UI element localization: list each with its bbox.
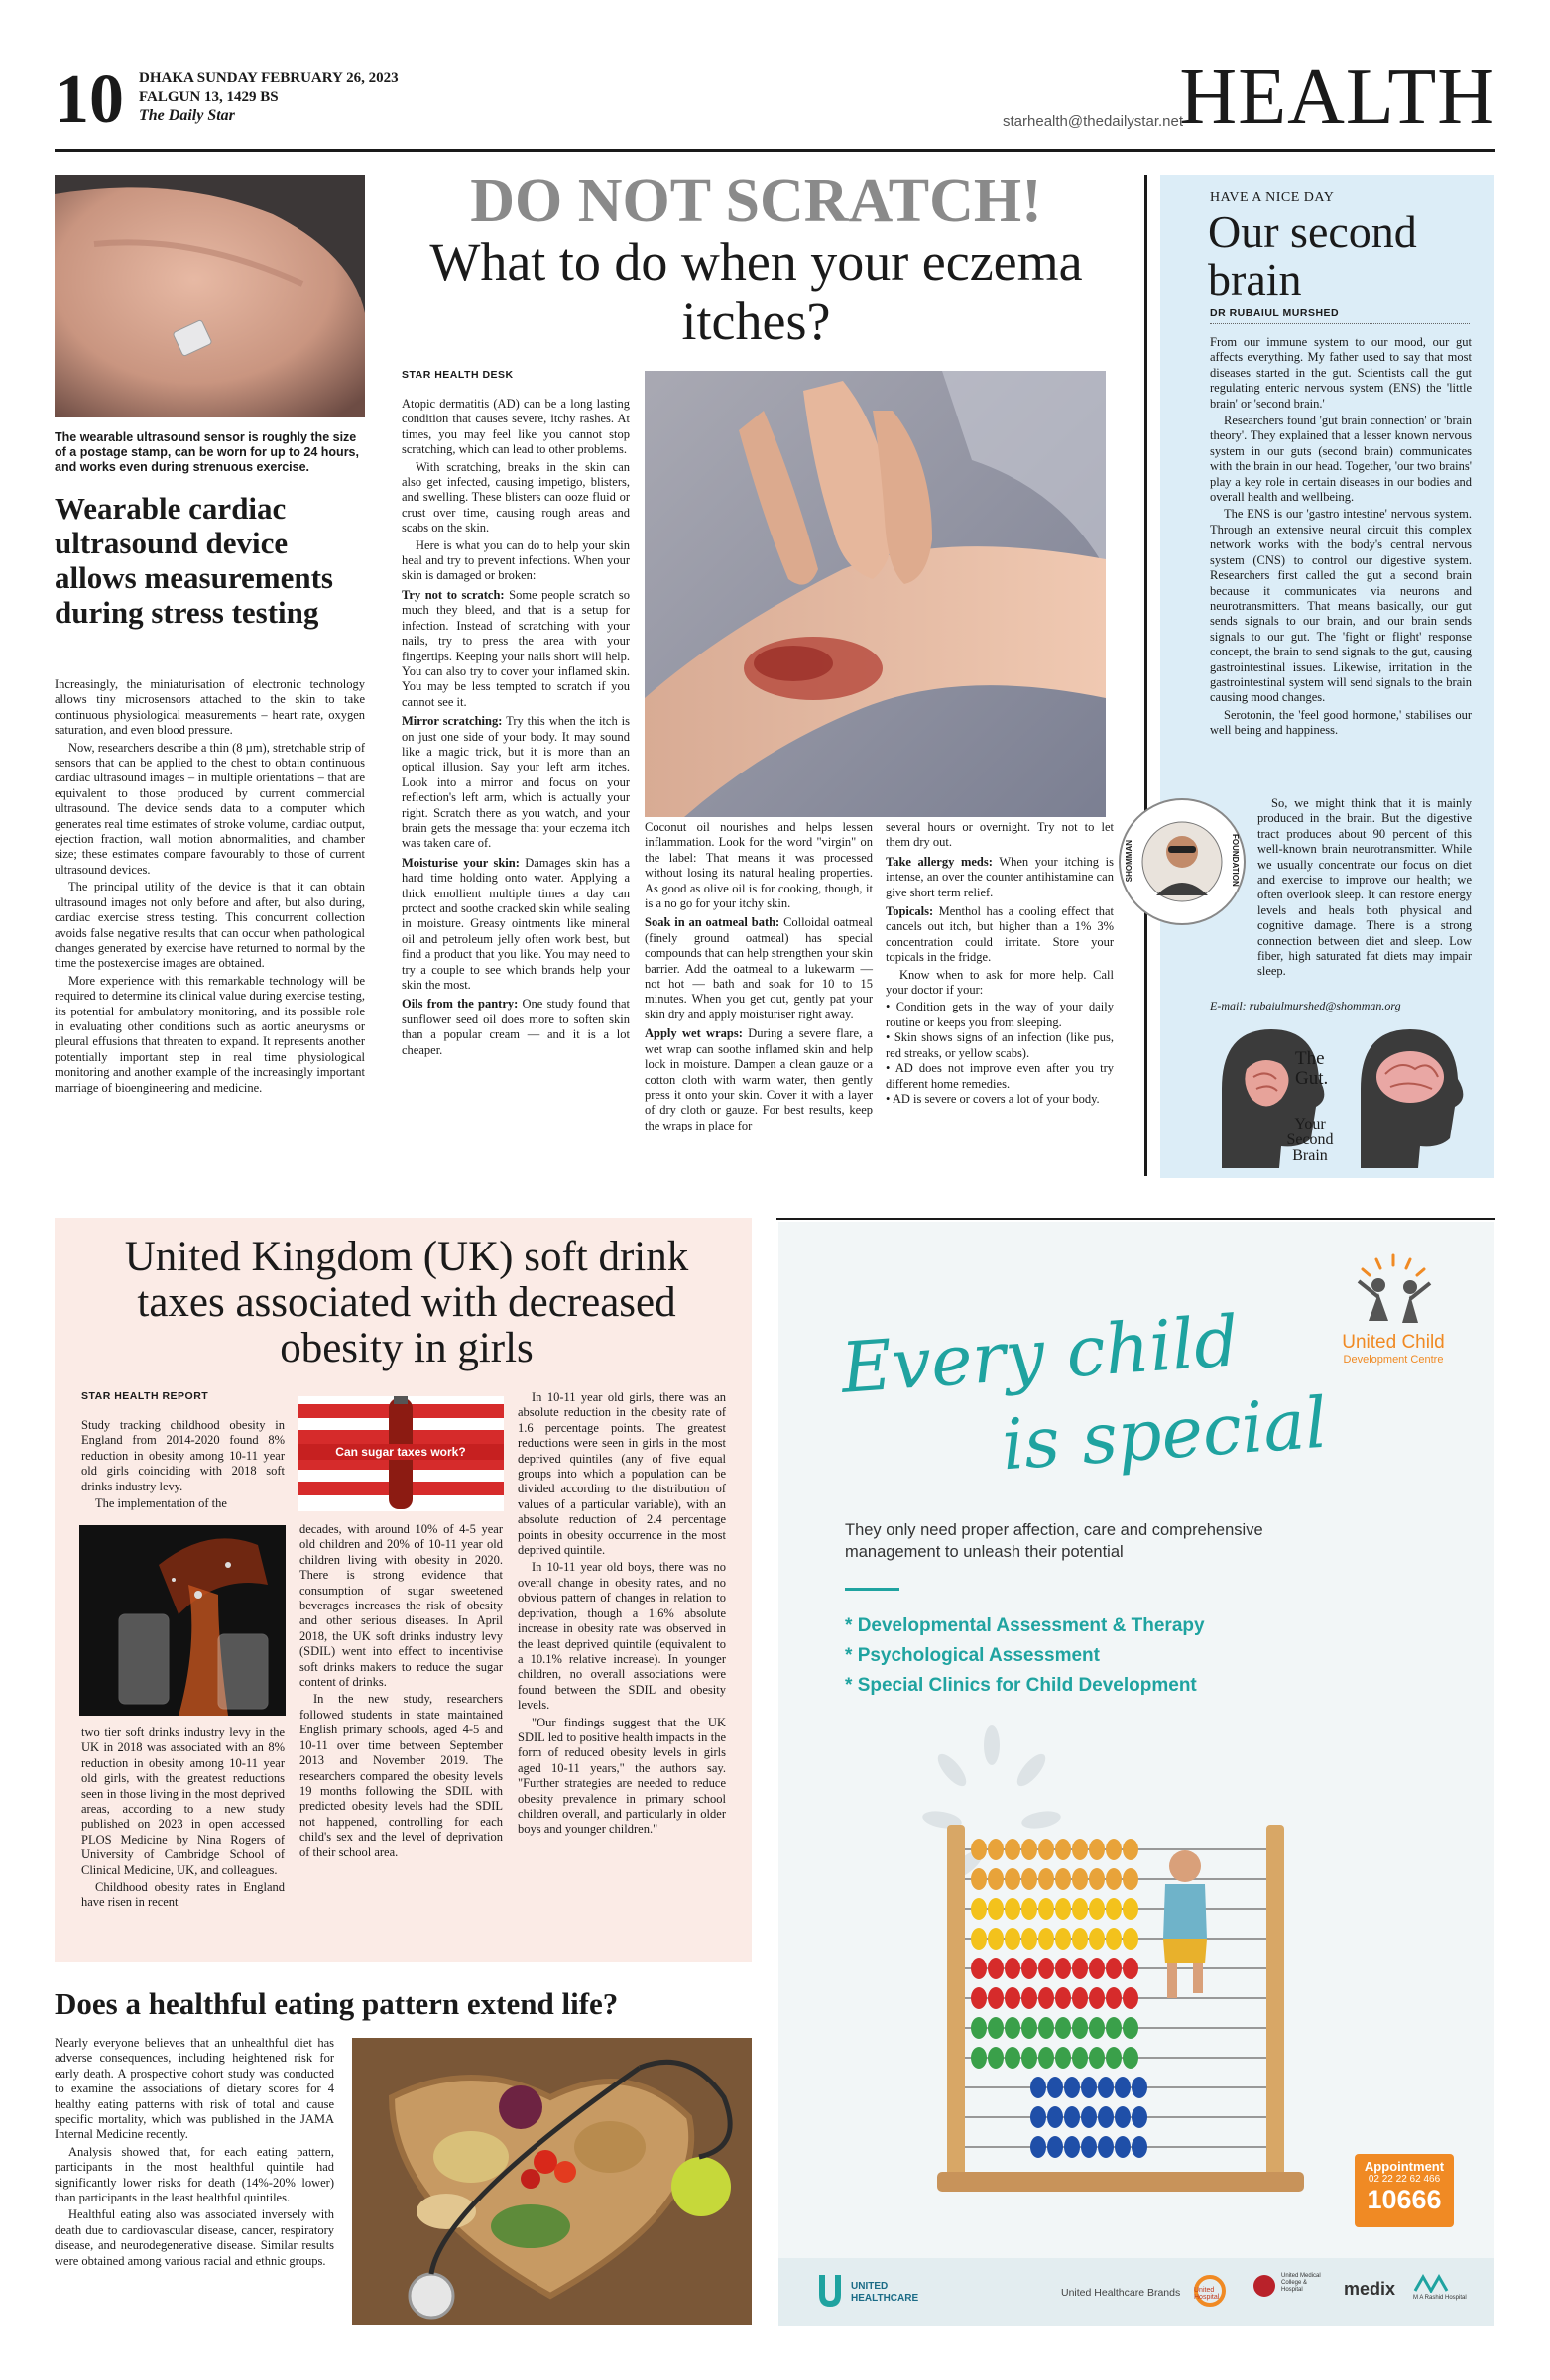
- service-item: * Special Clinics for Child Development: [845, 1675, 1197, 1696]
- uk-column-3: [518, 1390, 726, 1840]
- author-badge: [1119, 798, 1246, 925]
- abacus-bead: [1132, 2106, 1147, 2128]
- abacus-bead: [971, 1987, 987, 2009]
- abacus-bead: [1072, 1928, 1088, 1950]
- abacus-bead: [1089, 1958, 1105, 1979]
- brain-label: Your Second Brain: [1286, 1116, 1334, 1164]
- abacus-bead: [1038, 1898, 1054, 1920]
- abacus-bead: [1030, 2106, 1046, 2128]
- abacus-bead: [1005, 1958, 1020, 1979]
- eczema-lead: Mirror scratching:: [402, 714, 503, 729]
- brain-paragraph: Researchers found 'gut brain connection' or 'brain theory'. They explained that a lesser known nervous system in our guts (second brain) communicates with the brain in our head. Together, 'our two brains' play a key role in certain diseases in our bodies and overall health and wellbeing.: [1210, 414, 1472, 505]
- eczema-paragraph: Oils from the pantry: One study found that sunflower seed oil does more to soften skin than a popular cream — and it is a lot cheaper.: [402, 997, 630, 1057]
- abacus-bead: [1021, 1928, 1037, 1950]
- eczema-hand-photo: [645, 371, 1106, 817]
- abacus-bead: [1064, 2106, 1080, 2128]
- gut-brain-illustration: [1212, 1019, 1472, 1168]
- abacus-bead: [1055, 2047, 1071, 2069]
- abacus-bead: [971, 1868, 987, 1890]
- abacus-bead: [1132, 2077, 1147, 2098]
- abacus-bead: [1055, 1928, 1071, 1950]
- abacus-bead: [1030, 2136, 1046, 2158]
- abacus-bead: [1038, 2047, 1054, 2069]
- ad-tagline: They only need proper affection, care and comprehensive management to unleash their potential: [845, 1521, 1263, 1561]
- umch-icon: [1252, 2273, 1277, 2299]
- eczema-byline: STAR HEALTH DESK: [402, 369, 514, 381]
- healthy-food-photo: [352, 2038, 752, 2325]
- ad-top-rule: [776, 1218, 1495, 1220]
- abacus-bead: [1115, 2136, 1131, 2158]
- marashid-icon: [1413, 2273, 1449, 2293]
- brain-paragraph: From our immune system to our mood, our gut affects everything. My father used to say that most diseases started in the gut. Scientists call the gut regulating enteric nervous system (ENS) the 'little brain' or 'second brain.': [1210, 335, 1472, 411]
- appointment-box[interactable]: [1355, 2154, 1454, 2227]
- service-item: * Developmental Assessment & Therapy: [845, 1615, 1205, 1636]
- abacus-bead: [971, 1898, 987, 1920]
- eczema-column-1: [402, 397, 630, 1060]
- abacus-bead: [1072, 1868, 1088, 1890]
- eczema-lead: Moisturise your skin:: [402, 855, 520, 870]
- abacus-bead: [971, 1839, 987, 1860]
- eczema-paragraph: several hours or overnight. Try not to let them dry out.: [886, 820, 1114, 850]
- abacus-bead: [988, 2017, 1004, 2039]
- section-title: HEALTH: [1179, 54, 1495, 141]
- uk-paragraph: "Our findings suggest that the UK SDIL led to positive health impacts in the form of reduced obesity levels in girls aged 10-11 years," the authors say. "Further strategies are needed to reduce obesity prevalence in primary school children overall, and particularly in older boys and younger children.": [518, 1715, 726, 1837]
- abacus-bead: [1072, 2047, 1088, 2069]
- abacus-bead: [1055, 1987, 1071, 2009]
- badge-text-left: SHOMMAN: [1125, 840, 1133, 883]
- eczema-paragraph: Atopic dermatitis (AD) can be a long lasting condition that causes severe, itchy rashes. At times, you may feel like you cannot stop scratching, which can lead to other problems.: [402, 397, 630, 457]
- abacus-bead: [1089, 1898, 1105, 1920]
- abacus-bead: [1055, 1958, 1071, 1979]
- column-divider: [1144, 175, 1147, 1176]
- header-rule: [55, 149, 1495, 152]
- uk-paragraph: decades, with around 10% of 4-5 year old children and 20% of 10-11 year old children living with obesity in 2020. There is strong evidence that consumption of sugar sweetened beverages increases the risk of obesity and other serious diseases. In April 2018, the UK soft drinks industry levy (SDIL) went into effect to incentivise soft drinks makers to reduce the sugar content of drinks.: [299, 1522, 503, 1690]
- abacus-bead: [1038, 1928, 1054, 1950]
- abacus-bead: [1005, 1898, 1020, 1920]
- uk-byline: STAR HEALTH REPORT: [81, 1390, 209, 1402]
- abacus-bead: [1038, 1987, 1054, 2009]
- abacus-bead: [1047, 2106, 1063, 2128]
- abacus-bead: [988, 2047, 1004, 2069]
- abacus-bead: [1005, 2047, 1020, 2069]
- eczema-paragraph: Take allergy meds: When your itching is intense, an over the counter antihistamine can give short term relief.: [886, 854, 1114, 899]
- abacus-bead: [1021, 1958, 1037, 1979]
- abacus-bead: [1038, 1868, 1054, 1890]
- cardiac-paragraph: The principal utility of the device is that it can obtain ultrasound images not only before and after, but also during, cardiac exercise stress testing. This concurrent collection avoids false negative results that can occur when pathological changes generated by exercise have returned to normal by the time the postexercise images are obtained.: [55, 880, 365, 971]
- uk-paragraph: two tier soft drinks industry levy in the UK in 2018 was associated with an 8% reduction in obesity among 10-11 year old girls, with the greatest reductions seen in those living in the most deprived areas, according to a new study published on 2023 in open accessed PLOS Medicine by Nina Rogers of University of Cambridge School of Clinical Medicine, UK, and colleagues.: [81, 1726, 285, 1877]
- eczema-lead: Soak in an oatmeal bath:: [645, 915, 780, 930]
- eating-paragraph: Healthful eating also was associated inversely with death due to cardiovascular disease, cancer, respiratory disease, and neurodegenerative disease. Similar results were obtained among various racial and ethnic groups.: [55, 2207, 334, 2268]
- eating-article-body: [55, 2036, 334, 2271]
- appointment-phone[interactable]: 02 22 22 62 466: [1368, 2174, 1441, 2185]
- eczema-warning-list: [886, 1000, 1114, 1107]
- eczema-kicker-title: DO NOT SCRATCH!: [470, 168, 1042, 235]
- brands-label: United Healthcare Brands: [1061, 2287, 1181, 2299]
- abacus-bead: [1072, 2017, 1088, 2039]
- cardiac-photo-caption: The wearable ultrasound sensor is roughly the size of a postage stamp, can be worn for up to 24 hours, and works even during strenuous exercise.: [55, 430, 359, 474]
- uk-column-1-bottom: [81, 1726, 285, 1913]
- abacus-bead: [1021, 1868, 1037, 1890]
- abacus-bead: [1055, 1839, 1071, 1860]
- abacus-bead: [1064, 2136, 1080, 2158]
- healthcare-u-icon: [815, 2273, 845, 2309]
- united-child-logo: [1319, 1251, 1468, 1370]
- abacus-bead: [971, 1928, 987, 1950]
- children-logo-icon: [1319, 1251, 1468, 1331]
- sugar-tax-graphic: [298, 1396, 504, 1511]
- eczema-paragraph: With scratching, breaks in the skin can also get infected, causing impetigo, blisters, and swelling. These blisters can ooze fluid or crust over time, causing rough areas and scabs on the skin.: [402, 459, 630, 536]
- abacus-bead: [1021, 1839, 1037, 1860]
- list-item: • AD is severe or covers a lot of your body.: [886, 1092, 1114, 1107]
- brain-byline: DR RUBAIUL MURSHED: [1210, 307, 1470, 324]
- child-figure-icon: [1135, 1844, 1235, 2003]
- eczema-paragraph: Coconut oil nourishes and helps lessen inflammation. Look for the word "virgin" on the label: That means it was processed without losing its natural healing properties. As good as olive oil is for cooking, though, it is a no go for your itchy skin.: [645, 820, 873, 911]
- list-item: • Skin shows signs of an infection (like pus, red streaks, or yellow scabs).: [886, 1030, 1114, 1061]
- abacus-bead: [1123, 2047, 1138, 2069]
- abacus-bead: [988, 1987, 1004, 2009]
- ad-script-line-2: is special: [999, 1381, 1330, 1487]
- abacus-bead: [1038, 1839, 1054, 1860]
- united-healthcare-name: UNITED HEALTHCARE: [851, 2281, 919, 2304]
- brain-paragraph: Serotonin, the 'feel good hormone,' stabilises our well being and happiness.: [1210, 707, 1472, 738]
- abacus-bead: [1081, 2077, 1097, 2098]
- cardiac-paragraph: Now, researchers describe a thin (8 µm), stretchable strip of sensors that can be applied to the chest to obtain continuous cardiac ultrasound images – in multiple orientations – that are equivalent to those produced by current commercial ultrasound. The device sends data to a computer which generates real time estimates of stroke volume, cardiac output, ejection fraction, wall motion abnormalities, and chamber size; these estimates compare favourably to those of current ultrasound devices.: [55, 740, 365, 877]
- abacus-bead: [1005, 1868, 1020, 1890]
- abacus-bead: [1005, 2017, 1020, 2039]
- abacus-bead: [988, 1958, 1004, 1979]
- cardiac-headline: Wearable cardiac ultrasound device allows measurements during stress testing: [55, 491, 333, 630]
- soft-drink-splash-photo: [79, 1525, 286, 1716]
- eczema-column-2: [645, 820, 873, 1135]
- uk-paragraph: In the new study, researchers followed students in state maintained English primary schools, aged 4-5 and 10-11 over time between September 2013 and November 2019. The researchers compared the obesity levels 19 months following the SDIL with predicted obesity levels had the SDIL not happened, controlling for each child's sex and the level of deprivation of their school area.: [299, 1692, 503, 1859]
- brand-logo-united-hospital: [1190, 2273, 1240, 2313]
- abacus-bead: [1123, 2017, 1138, 2039]
- abacus-bead: [988, 1928, 1004, 1950]
- sugar-tax-text: Can sugar taxes work?: [298, 1444, 504, 1460]
- paper-name: The Daily Star: [139, 107, 235, 124]
- abacus-bead: [1106, 2017, 1122, 2039]
- abacus-bead: [1055, 2017, 1071, 2039]
- uk-paragraph: In 10-11 year old girls, there was an absolute reduction in the obesity rate of 1.6 percentage points. The greatest reductions were seen in girls in the most deprived quintiles (any of five equal groups into which a population can be divided according to the distribution of values of a particular variable), with an absolute reduction of 2.4 percentage points in obesity occurrence in the most deprived quintile.: [518, 1390, 726, 1558]
- author-avatar: [1121, 800, 1244, 923]
- abacus-bead: [1098, 2136, 1114, 2158]
- abacus-bead: [1055, 1868, 1071, 1890]
- abacus-bead: [1064, 2077, 1080, 2098]
- abacus-bead: [1089, 1868, 1105, 1890]
- brain-paragraph: The ENS is our 'gastro intestine' nervous system. Through an extensive neural circuit this complex network works with the body's central nervous system (CNS) to control our digestive system. Researchers first called the gut a second brain because it communicates via neurons and neurotransmitters. That means basically, our gut sends signals to our brain, and our brain sends signals to our gut. The 'fight or flight' response concept, the brain to send signals to the gut, causing gastrointestinal issues. Likewise, irritation in the gastrointestinal system will send signals to the brain causing mood changes.: [1210, 507, 1472, 705]
- abacus-bead: [1098, 2106, 1114, 2128]
- eczema-paragraph: Know when to ask for more help. Call your doctor if your:: [886, 967, 1114, 998]
- abacus-bead: [1115, 2077, 1131, 2098]
- eczema-lead: Oils from the pantry:: [402, 997, 519, 1012]
- section-email[interactable]: starhealth@thedailystar.net: [1003, 113, 1183, 130]
- abacus-bead: [971, 1958, 987, 1979]
- abacus-bead: [1047, 2077, 1063, 2098]
- abacus-bead: [1072, 1958, 1088, 1979]
- united-healthcare-logo: [815, 2273, 845, 2309]
- abacus-bead: [988, 1868, 1004, 1890]
- ad-script-line-1: Every child: [838, 1300, 1242, 1409]
- date-line: DHAKA SUNDAY FEBRUARY 26, 2023: [139, 70, 399, 86]
- list-item: • Condition gets in the way of your daily routine or keeps you from sleeping.: [886, 1000, 1114, 1030]
- abacus-bead: [1005, 1928, 1020, 1950]
- abacus-bead: [988, 1898, 1004, 1920]
- brand-logo-umch: [1252, 2273, 1321, 2313]
- abacus-bead: [1106, 1868, 1122, 1890]
- falgun-line: FALGUN 13, 1429 BS: [139, 89, 279, 105]
- eczema-paragraph: Apply wet wraps: During a severe flare, a wet wrap can soothe inflamed skin and help lock in moisture. Dampen a clean gauze or a cotton cloth with warm water, then gently press it onto your skin. Cover it with a layer of dry cloth or gauze. For best results, keep the wraps in place for: [645, 1026, 873, 1132]
- eating-headline: Does a healthful eating pattern extend life?: [55, 1986, 619, 2021]
- brain-paragraph: So, we might think that it is mainly produced in the brain. But the digestive tract produces about 90 percent of this well-known brain neurotransmitter. While we usually concentrate our focus on diet and exercise to improve our health; we often overlook sleep. It can restore energy levels and heals both physical and cognitive damage. There is a strong connection between diet and sleep. Low fiber, high saturated fat diets may impair sleep.: [1257, 796, 1472, 979]
- eczema-headline: What to do when your eczema itches?: [429, 232, 1083, 351]
- abacus-bead: [1072, 1839, 1088, 1860]
- abacus-bead: [1106, 2047, 1122, 2069]
- abacus-bead: [1047, 2136, 1063, 2158]
- abacus-bead: [1005, 1839, 1020, 1860]
- abacus-bead: [1089, 1987, 1105, 2009]
- appointment-label: Appointment: [1364, 2159, 1445, 2174]
- abacus-bead: [1021, 2047, 1037, 2069]
- brain-email[interactable]: E-mail: rubaiulmurshed@shomman.org: [1210, 999, 1401, 1012]
- abacus-bead: [988, 1839, 1004, 1860]
- uk-paragraph: Childhood obesity rates in England have risen in recent: [81, 1880, 285, 1910]
- brand-name: United Medical College & Hospital: [1281, 2273, 1321, 2293]
- abacus-bead: [1005, 1987, 1020, 2009]
- eczema-paragraph: Mirror scratching: Try this when the itch is on just one side of your body. It may sound like a magic trick, but it is more than an optical illusion. Say your left arm itches. Look into a mirror and focus on your reflection's left arm, which is actually your right. Scratch there as you watch, and your brain gets the message that your eczema itch was taken care of.: [402, 714, 630, 851]
- abacus-icon: [937, 1815, 1304, 2202]
- abacus-bead: [971, 2017, 987, 2039]
- eating-paragraph: Nearly everyone believes that an unhealthful diet has adverse consequences, including heightened risk for early death. A prospective cohort study was conducted to examine the associations of dietary scores for 4 healthy eating patterns with risk of total and cause specific mortality, which was published in the JAMA Internal Medicine recently.: [55, 2036, 334, 2142]
- eczema-lead: Try not to scratch:: [402, 587, 505, 602]
- abacus-bead: [1106, 1928, 1122, 1950]
- eating-paragraph: Analysis showed that, for each eating pattern, participants in the most healthful quintile had significantly lower risks for death (14%-20% lower) than participants in the least healthful quintiles.: [55, 2144, 334, 2205]
- hotline-number[interactable]: 10666: [1367, 2185, 1442, 2214]
- cardiac-paragraph: More experience with this remarkable technology will be required to determine its clinical value during exercise testing, its potential for ambulatory monitoring, and its possible role in evaluating other conditions such as aortic aneurysms or pleural effusions that threaten to expand. It represents another potentially important step in real time physiological monitoring and another example of the increasingly important marriage of bioengineering and medicine.: [55, 973, 365, 1095]
- eczema-column-3: [886, 820, 1114, 1107]
- abacus-bead: [1072, 1987, 1088, 2009]
- abacus-bead: [1098, 2077, 1114, 2098]
- uk-column-1-top: [81, 1418, 285, 1513]
- eczema-lead: Take allergy meds:: [886, 854, 993, 869]
- brain-kicker: HAVE A NICE DAY: [1210, 190, 1335, 205]
- eczema-paragraph: Soak in an oatmeal bath: Colloidal oatmeal (finely ground oatmeal) has special compounds that can help strengthen your skin barrier. Add the oatmeal to a lukewarm — not hot — bath and soak for 10 to 15 minutes. When you get out, gently pat your skin dry and apply moisturiser right away.: [645, 915, 874, 1021]
- abacus-bead: [1106, 1958, 1122, 1979]
- abacus-bead: [1038, 1958, 1054, 1979]
- united-child-name: United Child: [1342, 1332, 1445, 1353]
- abacus-bead: [1030, 2077, 1046, 2098]
- eczema-lead: Apply wet wraps:: [645, 1026, 743, 1041]
- united-child-subtitle: Development Centre: [1343, 1354, 1444, 1366]
- brain-headline: Our second brain: [1208, 206, 1417, 304]
- abacus-bead: [1072, 1898, 1088, 1920]
- abacus-bead: [1089, 1928, 1105, 1950]
- uk-column-2: [299, 1522, 503, 1862]
- ultrasound-sensor-photo: [55, 175, 365, 417]
- brain-article-body-cont: [1257, 796, 1472, 982]
- brand-name: M A Rashid Hospital: [1413, 2295, 1467, 2301]
- brand-name: United Hospital: [1194, 2287, 1220, 2301]
- badge-text-right: FOUNDATION: [1231, 834, 1240, 887]
- brain-article-body: [1210, 335, 1472, 741]
- abacus-bead: [1081, 2106, 1097, 2128]
- eczema-paragraph: Here is what you can do to help your skin heal and try to prevent infections. When your skin is damaged or broken:: [402, 537, 630, 583]
- gut-label: The Gut.: [1295, 1048, 1329, 1089]
- cardiac-paragraph: Increasingly, the miniaturisation of electronic technology allows tiny microsensors attached to the skin to take continuous physiological measurements – heart rate, oxygen saturation, and even blood pressure.: [55, 677, 365, 738]
- abacus-bead: [1115, 2106, 1131, 2128]
- eczema-lead: Topicals:: [886, 904, 934, 919]
- abacus-bead: [1038, 2017, 1054, 2039]
- uk-paragraph: The implementation of the: [95, 1496, 227, 1511]
- abacus-bead: [1106, 1839, 1122, 1860]
- abacus-bead: [1021, 1987, 1037, 2009]
- eczema-paragraph: Try not to scratch: Some people scratch so much they bleed, and that is a setup for infection. Instead of scratching with your nails, try to press the area with your fingertips. Keeping your nails short will help. You can also try to cover your inflamed skin. You may be less tempted to scratch if you cannot see it.: [402, 587, 630, 709]
- abacus-bead: [1089, 1839, 1105, 1860]
- service-item: * Psychological Assessment: [845, 1645, 1100, 1666]
- list-item: • AD does not improve even after you try different home remedies.: [886, 1061, 1114, 1092]
- abacus-bead: [1021, 1898, 1037, 1920]
- brand-logo-medix: medix: [1344, 2279, 1396, 2299]
- abacus-bead: [971, 2047, 987, 2069]
- uk-paragraph: In 10-11 year old boys, there was no overall change in obesity rates, and no obvious pattern of changes in relation to deprivation, though a 1.6% absolute increase in obesity rate was observed in the least deprived quintile (equivalent to a 10.1% relative increase). In younger children, no overall associations were found between the SDIL and obesity levels.: [518, 1560, 726, 1713]
- abacus-bead: [1021, 2017, 1037, 2039]
- cardiac-article-body: [55, 677, 365, 1098]
- abacus-child-photo: [937, 1815, 1304, 2202]
- eczema-paragraph: Moisturise your skin: Damages skin has a hard time holding onto water. Applying a thick emollient multiple times a day can protect and soothe cracked skin while sealing in moisture. Greasy ointments like mineral oil and petroleum jelly often work best, but find a product that you like. You may need to try a couple to see which brands help your skin the most.: [402, 855, 630, 993]
- abacus-bead: [1089, 2047, 1105, 2069]
- abacus-bead: [1132, 2136, 1147, 2158]
- uk-paragraph: Study tracking childhood obesity in England from 2014-2020 found 8% reduction in obesity among 10-11 year old girls coinciding with 2018 soft drinks industry levy.: [81, 1418, 285, 1493]
- brand-logo-marashid: [1413, 2273, 1473, 2313]
- ad-teal-divider: [845, 1588, 899, 1591]
- eczema-paragraph: Topicals: Menthol has a cooling effect that cancels out itch, but higher than a 1% 3% concentration could irritate. Store your topicals in the fridge.: [886, 904, 1114, 965]
- abacus-bead: [1081, 2136, 1097, 2158]
- abacus-bead: [1055, 1898, 1071, 1920]
- ad-services-list: [845, 1611, 1341, 1701]
- uk-headline: United Kingdom (UK) soft drink taxes associated with decreased obesity in girls: [124, 1234, 689, 1371]
- abacus-bead: [1106, 1987, 1122, 2009]
- page-number: 10: [55, 61, 124, 138]
- abacus-bead: [1106, 1898, 1122, 1920]
- abacus-bead: [1089, 2017, 1105, 2039]
